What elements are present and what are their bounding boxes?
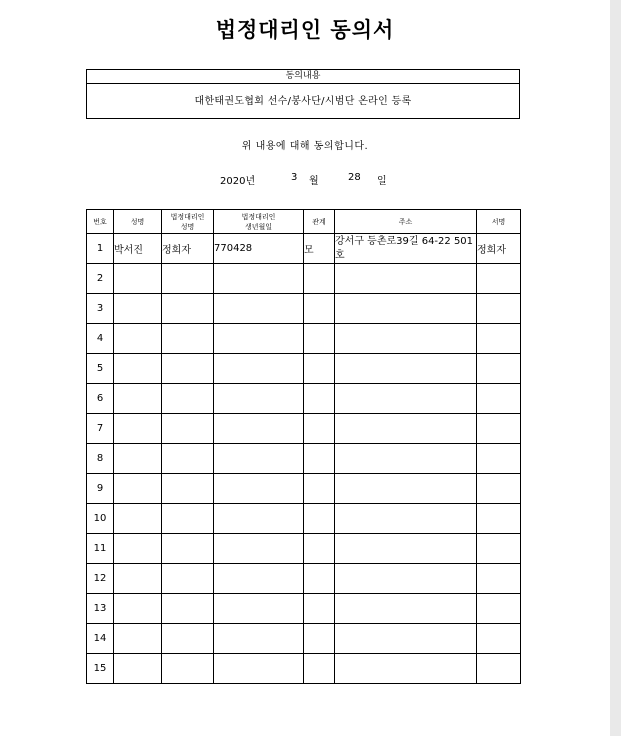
header-guardian-name	[162, 210, 214, 234]
cell-num: 7	[87, 414, 114, 444]
header-guardian-name-line2: 성명	[180, 222, 195, 231]
cell-address	[335, 324, 477, 354]
table-header-row	[87, 210, 521, 234]
cell-num: 2	[87, 264, 114, 294]
cell-num: 14	[87, 624, 114, 654]
cell-guardian-name	[162, 384, 214, 414]
cell-name	[114, 384, 162, 414]
cell-address	[335, 264, 477, 294]
cell-num: 13	[87, 594, 114, 624]
cell-num: 11	[87, 534, 114, 564]
cell-signature	[477, 414, 521, 444]
cell-num: 4	[87, 324, 114, 354]
cell-signature	[477, 624, 521, 654]
table-row	[87, 354, 521, 384]
table-row	[87, 594, 521, 624]
cell-guardian-birth	[214, 354, 304, 384]
cell-signature	[477, 444, 521, 474]
cell-guardian-name	[162, 444, 214, 474]
cell-relation	[304, 474, 335, 504]
cell-relation	[304, 624, 335, 654]
cell-guardian-name	[162, 264, 214, 294]
cell-guardian-birth	[214, 414, 304, 444]
cell-guardian-birth	[214, 444, 304, 474]
cell-relation	[304, 654, 335, 684]
cell-guardian-name: 정희자	[162, 234, 214, 264]
table-row	[87, 444, 521, 474]
cell-name	[114, 294, 162, 324]
cell-relation	[304, 294, 335, 324]
date-year: 2020년	[220, 176, 256, 187]
cell-guardian-birth	[214, 324, 304, 354]
cell-address	[335, 414, 477, 444]
agree-statement: 위 내용에 대해 동의합니다.	[241, 141, 369, 152]
cell-num: 12	[87, 564, 114, 594]
cell-guardian-birth	[214, 384, 304, 414]
table-row	[87, 384, 521, 414]
cell-address	[335, 654, 477, 684]
table-row	[87, 414, 521, 444]
cell-guardian-name	[162, 654, 214, 684]
date-day: 28	[348, 172, 361, 183]
cell-signature	[477, 654, 521, 684]
cell-relation	[304, 324, 335, 354]
cell-signature	[477, 564, 521, 594]
cell-relation	[304, 534, 335, 564]
cell-guardian-birth	[214, 594, 304, 624]
cell-num: 1	[87, 234, 114, 264]
cell-name	[114, 444, 162, 474]
cell-address	[335, 564, 477, 594]
cell-guardian-birth: 770428	[214, 234, 304, 264]
cell-signature: 정희자	[477, 234, 521, 264]
cell-address: 강서구 등촌로39길 64-22 501호	[335, 234, 477, 264]
table-row	[87, 564, 521, 594]
cell-address	[335, 384, 477, 414]
cell-signature	[477, 354, 521, 384]
guardian-table	[86, 209, 521, 684]
cell-guardian-birth	[214, 264, 304, 294]
document-title: 법정대리인 동의서	[215, 17, 395, 42]
cell-guardian-name	[162, 474, 214, 504]
cell-num: 6	[87, 384, 114, 414]
cell-relation	[304, 594, 335, 624]
cell-relation	[304, 504, 335, 534]
table-row	[87, 504, 521, 534]
cell-signature	[477, 504, 521, 534]
header-guardian-birth-line2: 생년월일	[244, 222, 273, 231]
cell-name	[114, 354, 162, 384]
cell-name	[114, 324, 162, 354]
cell-relation	[304, 414, 335, 444]
cell-guardian-name	[162, 414, 214, 444]
cell-signature	[477, 534, 521, 564]
table-row	[87, 474, 521, 504]
table-row	[87, 654, 521, 684]
cell-relation	[304, 384, 335, 414]
header-guardian-birth-line1: 법정대리인	[241, 212, 276, 221]
cell-guardian-name	[162, 594, 214, 624]
cell-name: 박서진	[114, 234, 162, 264]
header-relation: 관계	[304, 210, 335, 234]
cell-guardian-birth	[214, 294, 304, 324]
cell-guardian-birth	[214, 474, 304, 504]
cell-signature	[477, 264, 521, 294]
cell-guardian-name	[162, 354, 214, 384]
table-row	[87, 294, 521, 324]
table-row	[87, 264, 521, 294]
table-row	[87, 534, 521, 564]
cell-relation	[304, 444, 335, 474]
header-guardian-name-line1: 법정대리인	[170, 212, 205, 221]
cell-relation	[304, 264, 335, 294]
table-row	[87, 234, 521, 264]
cell-name	[114, 624, 162, 654]
cell-address	[335, 624, 477, 654]
cell-signature	[477, 324, 521, 354]
cell-guardian-name	[162, 534, 214, 564]
cell-relation: 모	[304, 234, 335, 264]
header-address: 주소	[335, 210, 477, 234]
cell-num: 3	[87, 294, 114, 324]
cell-relation	[304, 354, 335, 384]
cell-address	[335, 354, 477, 384]
table-row	[87, 624, 521, 654]
consent-body: 대한태권도협회 선수/봉사단/시범단 온라인 등록	[194, 96, 412, 107]
cell-guardian-birth	[214, 534, 304, 564]
cell-num: 10	[87, 504, 114, 534]
cell-address	[335, 504, 477, 534]
header-guardian-birth	[214, 210, 304, 234]
cell-address	[335, 534, 477, 564]
header-signature: 서명	[477, 210, 521, 234]
cell-guardian-name	[162, 504, 214, 534]
cell-name	[114, 564, 162, 594]
cell-num: 8	[87, 444, 114, 474]
cell-guardian-birth	[214, 504, 304, 534]
vertical-scrollbar[interactable]	[610, 0, 621, 736]
cell-guardian-name	[162, 294, 214, 324]
table-row	[87, 324, 521, 354]
cell-signature	[477, 294, 521, 324]
cell-address	[335, 594, 477, 624]
date-day-unit: 일	[377, 176, 387, 187]
cell-name	[114, 654, 162, 684]
cell-name	[114, 264, 162, 294]
cell-signature	[477, 384, 521, 414]
cell-guardian-name	[162, 624, 214, 654]
cell-relation	[304, 564, 335, 594]
cell-address	[335, 294, 477, 324]
date-month-unit: 월	[309, 176, 319, 187]
cell-address	[335, 474, 477, 504]
cell-guardian-name	[162, 564, 214, 594]
consent-header: 동의내용	[87, 70, 519, 84]
cell-name	[114, 594, 162, 624]
cell-name	[114, 504, 162, 534]
cell-guardian-birth	[214, 624, 304, 654]
cell-guardian-birth	[214, 564, 304, 594]
header-name: 성명	[114, 210, 162, 234]
date-month: 3	[291, 172, 298, 183]
consent-box	[86, 69, 520, 119]
cell-guardian-birth	[214, 654, 304, 684]
cell-num: 9	[87, 474, 114, 504]
cell-name	[114, 474, 162, 504]
cell-name	[114, 414, 162, 444]
cell-address	[335, 444, 477, 474]
cell-num: 15	[87, 654, 114, 684]
cell-num: 5	[87, 354, 114, 384]
cell-guardian-name	[162, 324, 214, 354]
cell-signature	[477, 594, 521, 624]
table-body	[87, 234, 521, 684]
header-num: 번호	[87, 210, 114, 234]
cell-name	[114, 534, 162, 564]
cell-signature	[477, 474, 521, 504]
